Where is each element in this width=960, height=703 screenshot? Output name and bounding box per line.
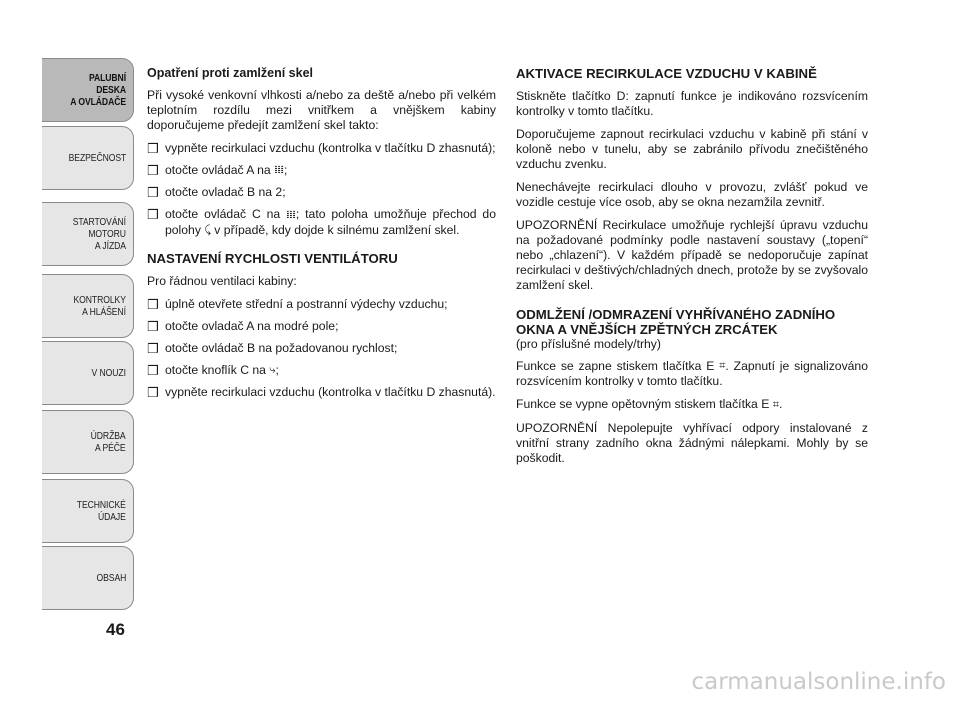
list-item (147, 341, 496, 356)
list-item (147, 363, 496, 378)
list-text: ; tato poloha umožňuje přechod do polohy (165, 207, 496, 237)
tab-label: ÚDRŽBA A PÉČE (91, 430, 126, 454)
checkbox-icon: ❒ (147, 296, 159, 312)
tab-obsah[interactable] (42, 546, 134, 610)
tab-kontrolky[interactable] (42, 274, 134, 338)
tab-label: STARTOVÁNÍ MOTORU A JÍZDA (72, 216, 126, 252)
tab-bezpecnost[interactable] (42, 126, 134, 190)
tab-label: PALUBNÍ DESKA A OVLÁDAČE (70, 72, 126, 108)
paragraph: . (778, 397, 783, 412)
paragraph: Při vysoké venkovní vlhkosti a/nebo za deště a/nebo při velkém teplotním rozdílu mezi vnitřkem a vnějškem kabiny doporučujeme předejít zamlžení skel takto: (147, 88, 496, 132)
tab-udrzba[interactable] (42, 410, 134, 474)
list-text: vypněte recirkulaci vzduchu (kontrolka v tlačítku D zhasnutá). (165, 385, 496, 400)
watermark: carmanualsonline.info (691, 669, 946, 695)
tab-label: OBSAH (96, 572, 126, 584)
left-column (147, 66, 496, 407)
list-text: v případě, kdy dojde k silnému zamlžení skel. (210, 222, 460, 237)
tab-palubni-deska[interactable] (42, 58, 134, 122)
tab-label: V NOUZI (91, 367, 126, 379)
list-text: otočte knoflík C na (165, 362, 270, 377)
list-text: otočte ovládač A na (165, 163, 275, 177)
checkbox-icon: ❒ (147, 141, 159, 156)
windscreen-defrost-icon: 𝍖 (274, 164, 284, 177)
paragraph: UPOZORNĚNÍ Nepolepujte vyhřívací odpory instalované z vnitřní strany zadního okna žádnými nálepkami. Mohly by se poškodit. (516, 420, 868, 465)
list-text: otočte ovládač C na (165, 207, 287, 222)
paragraph: . Zapnutí je signalizováno rozsvícením kontrolky v tomto tlačítku. (516, 359, 868, 389)
checkbox-icon: ❒ (147, 385, 159, 401)
tab-label: KONTROLKY A HLÁŠENÍ (73, 294, 126, 318)
paragraph: Funkce se vypne opětovným stiskem tlačítka E (516, 397, 773, 412)
checkbox-icon: ❒ (147, 362, 159, 378)
tab-label: BEZPEČNOST (68, 152, 126, 164)
airflow-windscreen-feet-icon: ⤹ (204, 223, 211, 236)
section-title: NASTAVENÍ RYCHLOSTI VENTILÁTORU (147, 250, 398, 266)
paragraph: Stiskněte tlačítko D: zapnutí funkce je indikováno rozsvícením kontrolky v tomto tlačítku. (516, 89, 868, 118)
right-column (516, 66, 868, 474)
list-text: vypněte recirkulaci vzduchu (kontrolka v tlačítku D zhasnutá); (165, 141, 496, 155)
tab-technicke-udaje[interactable] (42, 479, 134, 543)
checkbox-icon: ❒ (147, 318, 159, 334)
section-heading: Opatření proti zamlžení skel (147, 66, 314, 80)
tab-startovani[interactable] (42, 202, 134, 266)
tab-v-nouzi[interactable] (42, 341, 134, 405)
paragraph: Nenechávejte recirkulaci dlouho v provozu, zvlášť pokud ve vozidle cestuje více osob, aby se okna nezamžila zevnitř. (516, 180, 868, 209)
paragraph: Doporučujeme zapnout recirkulaci vzduchu v kabině při stání v koloně nebo v tunelu, aby se zabránilo přívodu znečištěného vzduchu zvenku. (516, 127, 868, 171)
paragraph: (pro příslušné modely/trhy) (516, 337, 661, 351)
checkbox-icon: ❒ (147, 340, 159, 356)
list-item (147, 385, 496, 400)
list-item (147, 207, 496, 238)
list-item (147, 141, 496, 156)
list-text: otočte ovladač A na modré pole; (165, 318, 339, 333)
tab-label: TECHNICKÉ ÚDAJE (76, 499, 126, 523)
list-text: úplně otevřete střední a postranní výdechy vzduchu; (165, 296, 448, 311)
paragraph: Pro řádnou ventilaci kabiny: (147, 273, 297, 288)
section-title: ODMLŽENÍ /ODMRAZENÍ VYHŘÍVANÉHO ZADNÍHO OKNA A VNĚJŠÍCH ZPĚTNÝCH ZRCÁTEK (516, 307, 836, 337)
page-number: 46 (106, 620, 125, 639)
checkbox-icon: ❒ (147, 185, 159, 201)
paragraph: UPOZORNĚNÍ Recirkulace umožňuje rychlejší úpravu vzduchu na požadované podmínky podle nastavení soustavy („topení“ nebo „chlazení“). V každém případě se nedoporučuje zapínat recirkulaci v deštivých/chladných dnech, protože by se zvyšovalo zamlžení skel. (516, 218, 868, 292)
rear-window-heater-icon: ⌗ (772, 398, 779, 411)
checkbox-icon: ❒ (147, 207, 159, 223)
list-text: otočte ovládač B na požadovanou rychlost; (165, 340, 398, 355)
list-item (147, 297, 496, 312)
airflow-face-icon: ⤷ (269, 364, 276, 377)
section-title: AKTIVACE RECIRKULACE VZDUCHU V KABINĚ (516, 66, 817, 81)
list-text: ; (275, 362, 279, 377)
list-item (147, 319, 496, 334)
windscreen-defrost-icon: 𝍖 (286, 208, 296, 221)
list-item (147, 163, 496, 178)
checkbox-icon: ❒ (147, 163, 159, 178)
list-text: otočte ovladač B na 2; (165, 185, 286, 200)
rear-window-heater-icon: ⌗ (719, 360, 726, 373)
list-item (147, 185, 496, 200)
paragraph: Funkce se zapne stiskem tlačítka E (516, 359, 720, 373)
list-text: ; (283, 163, 288, 177)
